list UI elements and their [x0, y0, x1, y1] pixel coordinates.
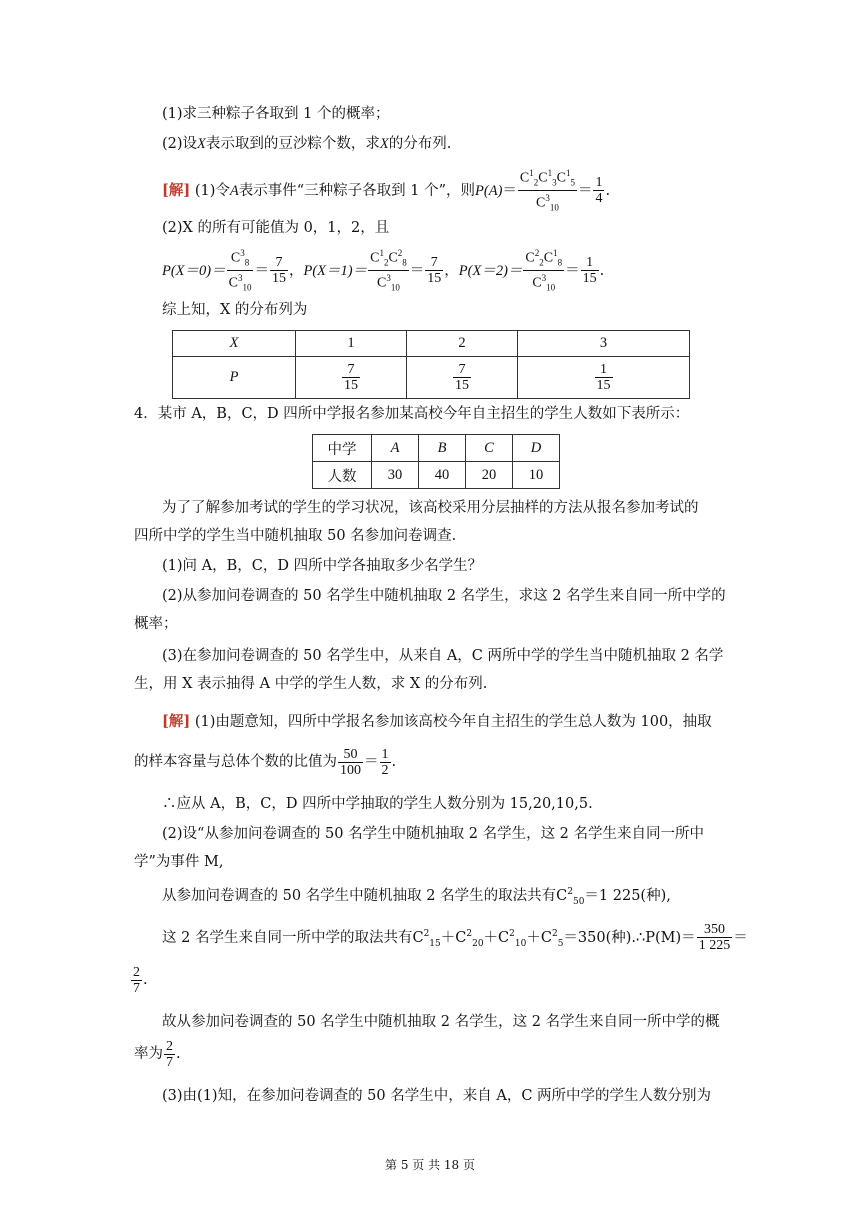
q4-solution-line6: 从参加问卷调查的 50 名学生中随机抽取 2 名学生的取法共有$C^2_{50}=1$ 225(种),: [162, 887, 671, 907]
table-cell: 人数: [313, 462, 372, 489]
table-cell: 40: [419, 462, 466, 489]
table-cell: 30: [372, 462, 419, 489]
table-row: [173, 331, 690, 357]
q4-solution-line3: ∴应从 A，B，C，D 四所中学抽取的学生人数分别为 15,20,10,5.: [162, 796, 593, 812]
table-cell: 20: [466, 462, 513, 489]
q3-summary: 综上知，X 的分布列为: [162, 302, 308, 318]
table-cell: $\frac{1}{15}$: [518, 357, 690, 399]
table-cell: B: [419, 435, 466, 462]
solution-tag: [解]: [162, 181, 191, 199]
q3-part2: (2)设X表示取到的豆沙粽个数，求X的分布列.: [162, 136, 452, 152]
table-cell: D: [513, 435, 560, 462]
table-row: [313, 462, 560, 489]
q4-paragraph-line1: 为了了解参加考试的学生的学习状况，该高校采用分层抽样的方法从报名参加考试的: [162, 500, 699, 516]
table-cell: A: [372, 435, 419, 462]
q4-paragraph-line2: 四所中学的学生当中随机抽取 50 名参加问卷调查.: [134, 528, 457, 544]
table-cell: X: [173, 331, 296, 357]
q4-sub2-line1: (2)从参加问卷调查的 50 名学生中随机抽取 2 名学生，求这 2 名学生来自同一所中学的: [162, 588, 726, 604]
q4-intro: 4．某市 A，B，C，D 四所中学报名参加某高校今年自主招生的学生人数如下表所示：: [134, 406, 690, 422]
q3-solution-line2: (2)X 的所有可能值为 0，1，2，且: [162, 220, 390, 236]
page-footer: 第 5 页 共 18 页: [385, 1158, 475, 1172]
q3-solution-line1: [解] (1)令A表示事件“三种粽子各取到 1 个”，则P(A)＝ $\frac{C^1_2C^1_3C^1_5}{C^3_{10}}$ ＝ $\frac{1}{4}$ .: [162, 166, 610, 216]
q3-part1: (1)求三种粽子各取到 1 个的概率；: [162, 106, 390, 122]
q4-sub3-line2: 生，用 X 表示抽得 A 中学的学生人数，求 X 的分布列.: [134, 676, 488, 692]
school-count-table: [312, 434, 560, 489]
q4-solution-line10: 率为 $\frac{2}{7}$ .: [134, 1038, 181, 1070]
table-row: [313, 435, 560, 462]
table-cell: 1: [296, 331, 407, 357]
table-cell: 中学: [313, 435, 372, 462]
q4-solution-line7: 这 2 名学生来自同一所中学的取法共有$C^2_{15}+C^2_{20}+C^2_{10}+C^2_5=350$(种).∴P(M)＝ $\frac{350}{1 225}$ ＝: [162, 922, 748, 954]
q4-solution-line11: (3)由(1)知，在参加问卷调查的 50 名学生中，来自 A，C 两所中学的学生人数分别为: [162, 1088, 712, 1104]
fraction-quarter: $\frac{1}{4}$: [595, 175, 603, 207]
table-cell: 2: [407, 331, 518, 357]
table-cell: $\frac{7}{15}$: [407, 357, 518, 399]
q4-sub3-line1: (3)在参加问卷调查的 50 名学生中，从来自 A，C 两所中学的学生当中随机抽取 2 名学: [162, 648, 724, 664]
table-cell: $\frac{7}{15}$: [296, 357, 407, 399]
q3-probabilities: P(X＝0)＝ $\frac{C^3_8}{C^3_{10}}$ ＝ $\frac{7}{15}$ ，P(X＝1)＝ $\frac{C^1_2C^2_8}{C^3_{10}}$ ＝ $\frac{7}{15}$ ，P(X＝2)＝ $\frac{C^2_2C^1_8}{C^3_{10}}$ ＝ $\frac{1}{15}$ .: [162, 248, 605, 293]
table-cell: C: [466, 435, 513, 462]
table-cell: P: [173, 357, 296, 399]
q4-solution-line1: [解] (1)由题意知，四所中学报名参加该高校今年自主招生的学生总人数为 100，抽取: [162, 713, 712, 730]
q4-sub1: (1)问 A，B，C，D 四所中学各抽取多少名学生？: [162, 558, 483, 574]
table-row: [173, 357, 690, 399]
table-cell: 10: [513, 462, 560, 489]
distribution-table: [172, 330, 690, 399]
q4-sub2-line2: 概率；: [134, 616, 178, 632]
q4-solution-line9: 故从参加问卷调查的 50 名学生中随机抽取 2 名学生，这 2 名学生来自同一所中学的概: [162, 1014, 720, 1030]
q4-solution-line4: (2)设“从参加问卷调查的 50 名学生中随机抽取 2 名学生，这 2 名学生来自同一所中: [162, 826, 705, 842]
table-cell: 3: [518, 331, 690, 357]
fraction-p-a: $\frac{C^1_2C^1_3C^1_5}{C^3_{10}}$: [519, 168, 575, 213]
q4-solution-line2: 的样本容量与总体个数的比值为 $\frac{50}{100}$ ＝ $\frac{1}{2}$ .: [134, 746, 397, 778]
q4-solution-line8: $\frac{2}{7}$ .: [133, 964, 148, 996]
solution-tag: [解]: [162, 713, 191, 730]
q4-solution-line5: 学”为事件 M,: [134, 854, 224, 870]
